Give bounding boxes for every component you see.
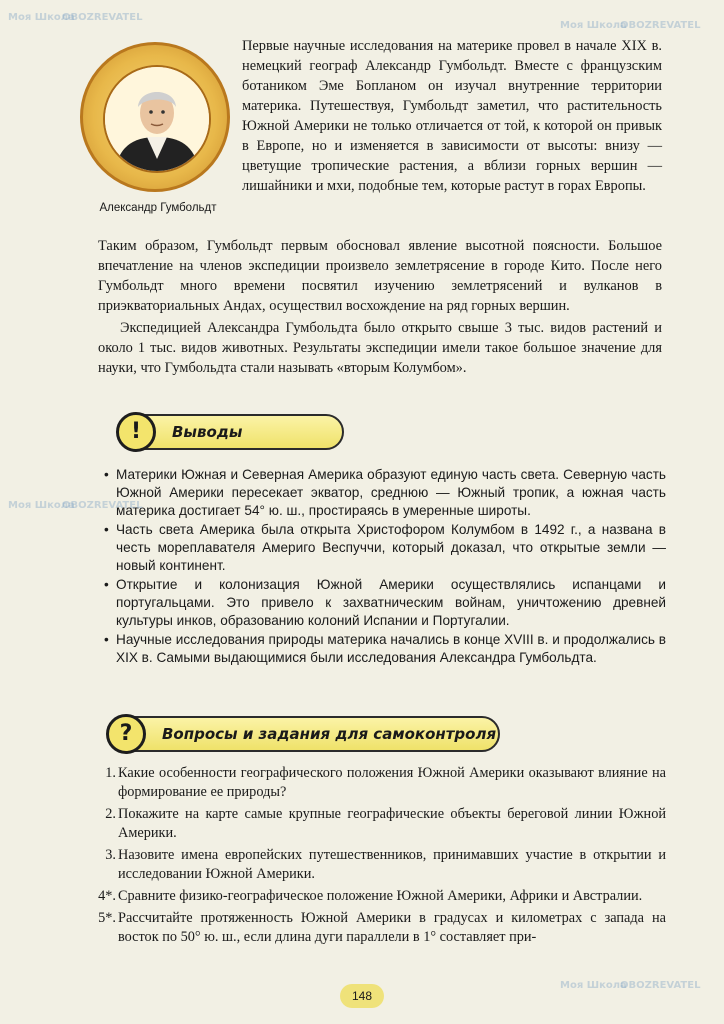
bullet-icon: •: [104, 632, 109, 647]
watermark: OBOZREVATEL: [62, 500, 143, 511]
watermark: OBOZREVATEL: [620, 980, 701, 991]
question-mark-icon: ?: [106, 714, 146, 754]
watermark: Моя Школа: [8, 12, 75, 23]
body-text-1: [98, 236, 662, 316]
watermark: OBOZREVATEL: [62, 12, 143, 23]
exclamation-icon: !: [116, 412, 156, 452]
bullet-icon: •: [104, 522, 109, 537]
question-item: 2. Покажите на карте самые крупные географические объекты береговой линии Южной Америки.: [105, 806, 666, 841]
list-item: • Научные исследования природы материка начались в конце XVIII в. и продолжались в XIX в. Самыми выдающимися были исследования Александра Гумбольдта.: [104, 632, 666, 665]
portrait-caption: Александр Гумбольдт: [99, 202, 217, 214]
watermark: Моя Школа: [560, 20, 627, 31]
questions-list: [92, 764, 666, 950]
intro-paragraph: Первые научные исследования на материке провел в начале XIX в. немецкий географ Александр Гумбольдт. Вместе с французским ботаником Эме Бопланом он изучал внутренние территории материка. Путешествуя, Гумбольдт заметил, что растительность Южной Америки не только отличается от той, к которой он привык в Европе, но и изменяется в зависимости от высоты: внизу — цветущие тропические растения, а вблизи горных вершин — лишайники и мхи, подобные тем, которые растут в горах Европы.: [242, 38, 662, 194]
body-text-2: [98, 318, 662, 378]
portrait-figure-icon: [105, 67, 209, 171]
conclusions-list: [104, 466, 666, 668]
questions-title: Вопросы и задания для самоконтроля: [162, 725, 497, 743]
portrait-frame: [80, 42, 230, 192]
bullet-icon: •: [104, 577, 109, 592]
intro-text: [242, 36, 662, 196]
watermark: Моя Школа: [560, 980, 627, 991]
conclusions-title: Выводы: [172, 423, 243, 441]
question-item: 3. Назовите имена европейских путешественников, принимавших участие в открытии и исследовании Южной Америки.: [105, 847, 666, 882]
portrait-image: [103, 65, 211, 173]
bullet-icon: •: [104, 467, 109, 482]
question-item: 5*. Рассчитайте протяженность Южной Америки в градусах и километрах с запада на восток по 50° ю. ш., если длина дуги параллели в 1° составляет при-: [98, 910, 666, 945]
list-item: • Открытие и колонизация Южной Америки осуществлялись испанцами и португальцами. Это привело к захватническим войнам, уничтожению древней культуры инков, образованию колоний Испании и Португалии.: [104, 577, 666, 628]
humboldt-portrait: [78, 42, 238, 224]
list-item: • Материки Южная и Северная Америка образуют единую часть света. Северную часть Южной Америки пересекает экватор, среднюю — Южный тропик, а южная часть материка достигает 54° ю. ш., простираясь в умеренные широты.: [104, 467, 666, 518]
question-item: 1. Какие особенности географического положения Южной Америки оказывают влияние на формирование ее природы?: [105, 765, 666, 800]
list-item: • Часть света Америка была открыта Христофором Колумбом в 1492 г., а названа в честь мореплавателя Америго Веспуччи, который доказал, что открытые земли — новый континент.: [104, 522, 666, 573]
paragraph-1: Таким образом, Гумбольдт первым обосновал явление высотной поясности. Большое впечатление на членов экспедиции произвело землетрясение в городе Кито. После него Гумбольдт много времени посвятил изучению землетрясений и вулканов в приэкваториальных Андах, осуществил восхождение на ряд горных вершин.: [98, 238, 662, 314]
watermark: Моя Школа: [8, 500, 75, 511]
page-number: 148: [340, 984, 384, 1008]
watermark: OBOZREVATEL: [620, 20, 701, 31]
question-item: 4*. Сравните физико-географическое положение Южной Америки, Африки и Австралии.: [98, 888, 643, 904]
paragraph-2: Экспедицией Александра Гумбольдта было открыто свыше 3 тыс. видов растений и около 1 тыс. видов животных. Результаты экспедиции имели такое большое значение для науки, что Гумбольдта стали называть «вторым Колумбом».: [98, 320, 662, 376]
